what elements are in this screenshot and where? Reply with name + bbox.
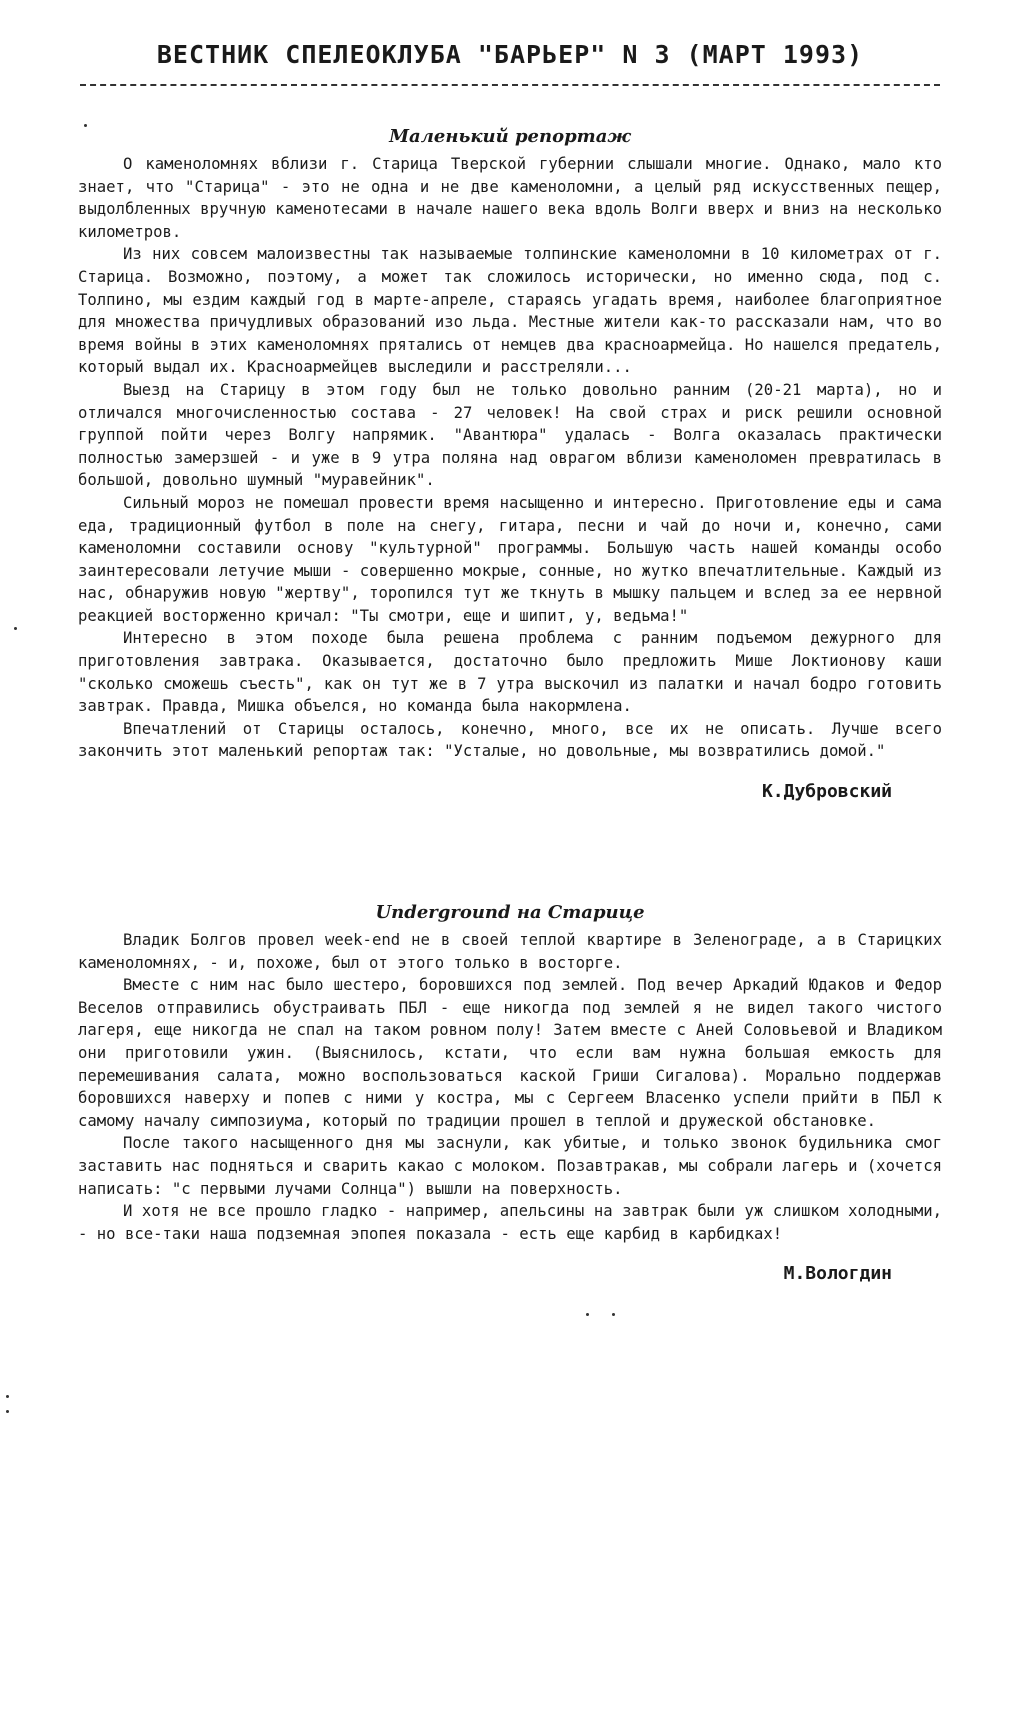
header-rule [80,84,940,86]
article-paragraph: О каменоломнях вблизи г. Старица Тверской губернии слышали многие. Однако, мало кто знает, что "Старица" - это не одна и не две каменоломни, а целый ряд искусственных пещер, выдолбленных вручную каменотесами в начале нашего века вдоль Волги вверх и вниз на несколько километров. [78,155,942,241]
article-report [78,126,942,802]
article-title: Маленький репортаж [389,126,631,147]
scan-speck [612,1313,615,1316]
article-paragraph: Интересно в этом походе была решена проблема с ранним подъемом дежурного для приготовления завтрака. Оказывается, достаточно было предложить Мише Локтионову каши "сколько сможешь съесть", как он тут же в 7 утра выскочил из палатки и начал бодро готовить завтрак. Правда, Мишка объелся, но команда была накормлена. [78,629,942,716]
article-paragraph: Вместе с ним нас было шестеро, боровшихся под землей. Под вечер Аркадий Юдаков и Федор Веселов отправились обустраивать ПБЛ - еще никогда под землей я не видел такого чистого лагеря, еще никогда не спал на таком ровном полу! Затем вместе с Аней Соловьевой и Владиком они приготовили ужин. (Выяснилось, кстати, что если вам нужна большая емкость для перемешивания салата, можно воспользоваться каской Гриши Сигалова). Морально поддержав боровшихся наверху и попев с ними у костра, мы с Сергеем Власенко успели прийти в ПБЛ к самому началу симпозиума, который по традиции прошел в теплой и дружеской обстановке. [78,976,942,1130]
article-paragraph: И хотя не все прошло гладко - например, апельсины на завтрак были уж слишком холодными, - но все-таки наша подземная эпопея показала - есть еще карбид в карбидках! [78,1202,942,1243]
masthead: ВЕСТНИК СПЕЛЕОКЛУБА "БАРЬЕР" N 3 (МАРТ 1993) [156,40,864,69]
author-signature: К.Дубровский [761,781,892,803]
article-paragraph: Выезд на Старицу в этом году был не только довольно ранним (20-21 марта), но и отличался многочисленностью состава - 27 человек! На свой страх и риск решили основной группой пойти через Волгу напрямик. "Авантюра" удалась - Волга оказалась практически полностью замерзшей - и уже в 9 утра поляна над оврагом вблизи каменоломен превратилась в большой, довольно шумный "муравейник". [78,380,942,490]
scan-speck [14,627,17,630]
article-paragraph: Сильный мороз не помешал провести время насыщенно и интересно. Приготовление еды и сама еда, традиционный футбол в поле на снегу, гитара, песни и чай до ночи и, конечно, сами каменоломни составили основу "культурной" программы. Большую часть нашей команды особо заинтересовали летучие мыши - совершенно мокрые, сонные, но жутко впечатлительные. Каждый из нас, обнаружив новую "жертву", торопился тут же ткнуть в мышку пальцем и вслед за ее нервной реакцией восторженно кричал: "Ты смотри, еще и шипит, у, ведьма!" [78,493,942,625]
article-paragraph: Из них совсем малоизвестны так называемые толпинские каменоломни в 10 километрах от г. Старица. Возможно, поэтому, а может так сложилось исторически, но именно сюда, под с. Толпино, мы ездим каждый год в марте-апреле, стараясь угадать время, наиболее благоприятное для множества причудливых образований изо льда. Местные жители как-то рассказали нам, что во время войны в этих каменоломнях прятались от немцев два красноармейца. Но нашелся предатель, который выдал их. Красноармейцев выследили и расстреляли... [78,245,942,377]
author-signature: М.Вологдин [783,1263,892,1285]
article-paragraph: После такого насыщенного дня мы заснули, как убитые, и только звонок будильника смог заставить нас подняться и сварить какао с молоком. Позавтракав, мы собрали лагерь и (хочется написать: "с первыми лучами Солнца") вышли на поверхность. [78,1134,942,1198]
scan-speck [586,1313,589,1316]
article-underground [78,902,942,1284]
scan-speck [6,1395,9,1398]
scan-speck [6,1410,9,1413]
scan-speck [84,124,87,127]
article-paragraph: Владик Болгов провел week-end не в своей теплой квартире в Зеленограде, а в Старицких каменоломнях, - и, похоже, был от этого только в восторге. [78,931,942,972]
article-paragraph: Впечатлений от Старицы осталось, конечно, много, все их не описать. Лучше всего закончить этот маленький репортаж так: "Усталые, но довольные, мы возвратились домой." [78,719,942,761]
article-title: Underground на Старице [375,902,645,923]
